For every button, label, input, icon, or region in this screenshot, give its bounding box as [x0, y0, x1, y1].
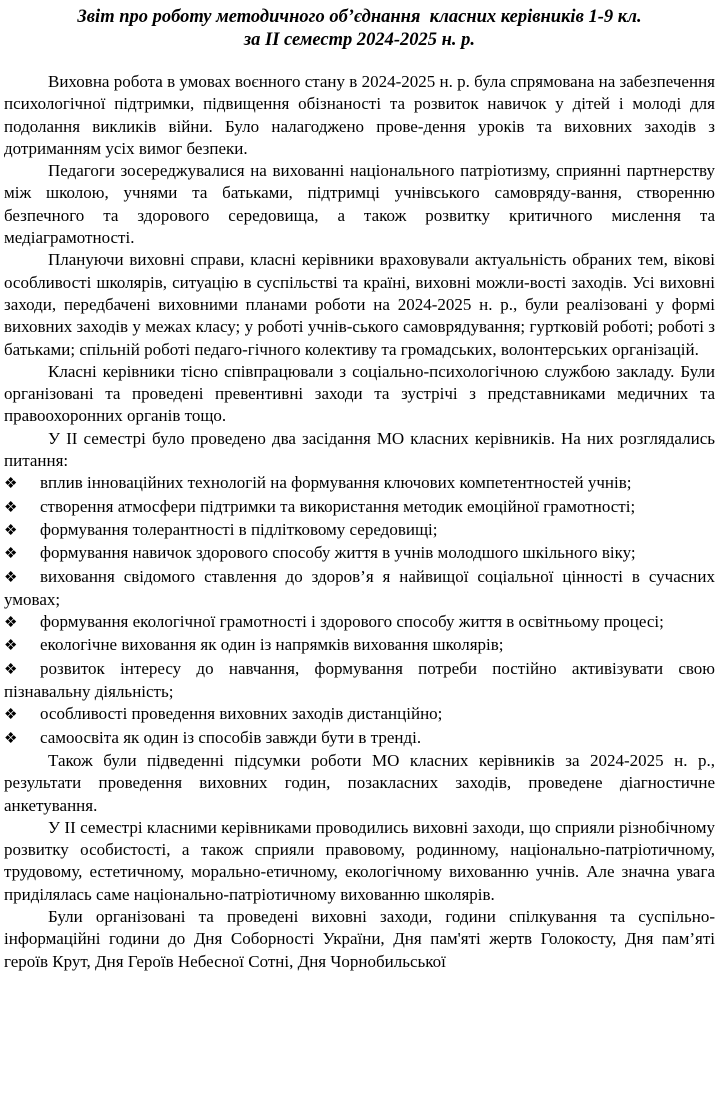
bullet-diamond-icon: ❖	[4, 707, 18, 724]
paragraph: Виховна робота в умовах воєнного стану в 2024-2025 н. р. була спрямована на забезпечення психологічної підтримки, підвищення обізнаності та розвиток навичок у дітей і молоді для подолання викликів війни. Було налагоджено прове-дення уроків та виховних заходів з дотриманням усіх вимог безпеки.	[4, 72, 715, 158]
list-item-text: самоосвіта як один із способів завжди бути в тренді.	[40, 727, 422, 747]
paragraph: Були організовані та проведені виховні заходи, години спілкування та суспільно-інформаційні години до Дня Соборності України, Дня пам'яті жертв Голокосту, Дня пам’яті героїв Крут, Дня Героїв Небесної Сотні, Дня Чорнобильської	[4, 906, 715, 971]
list-item-text: формування навичок здорового способу життя в учнів молодшого шкільного віку;	[40, 543, 636, 563]
list-item-text: виховання свідомого ставлення до здоров’я я найвищої соціальної цінності в сучасних умовах;	[4, 566, 715, 609]
bullet-diamond-icon: ❖	[4, 615, 18, 632]
list-item	[4, 496, 715, 519]
list-item	[4, 634, 715, 657]
list-item	[4, 658, 715, 704]
document-title-line-2: за ІІ семестр 2024-2025 н. р.	[243, 30, 476, 50]
list-item	[4, 566, 715, 612]
bullet-diamond-icon: ❖	[4, 546, 18, 563]
document-body	[4, 71, 715, 973]
list-item	[4, 727, 715, 750]
list-item-text: екологічне виховання як один із напрямків виховання школярів;	[40, 635, 504, 655]
paragraph: Класні керівники тісно співпрацювали з соціально-психологічною службою закладу. Були організовані та проведені превентивні заходи та зустрічі з представниками медичних та правоохоронних органів тощо.	[4, 361, 715, 426]
list-item	[4, 519, 715, 542]
list-item-text: особливості проведення виховних заходів дистанційно;	[40, 704, 443, 724]
list-item-text: формування толерантності в підлітковому середовищі;	[40, 519, 438, 539]
paragraph: Також були підведенні підсумки роботи МО класних керівників за 2024-2025 н. р., результати проведення виховних годин, позакласних заходів, проведене діагностичне анкетування.	[4, 750, 715, 815]
bullet-diamond-icon: ❖	[4, 476, 18, 493]
paragraph: У ІІ семестрі класними керівниками проводились виховні заходи, що сприяли різнобічному розвитку особистості, а також сприяли правовому, родинному, національно-патріотичному, трудовому, естетичному, морально-етичному, екологічному вихованню учнів. Але значна увага приділялась саме національно-патріотичному вихованню школярів.	[4, 817, 715, 904]
paragraph: Плануючи виховні справи, класні керівники враховували актуальність обраних тем, вікові особливості школярів, ситуацію в суспільстві та країні, виховні можли-вості заходів. Усі виховні заходи, передбачені виховними планами роботи на 2024-2025 н. р., були реалізовані у формі виховних заходів у межах класу; у роботі учнів-ського самоврядування; гуртковій роботі; роботі з батьками; спільній роботі педаго-гічного колективу та громадських, волонтерських організацій.	[4, 250, 715, 359]
list-item	[4, 472, 715, 495]
list-item	[4, 542, 715, 565]
bullet-diamond-icon: ❖	[4, 638, 18, 655]
bullet-diamond-icon: ❖	[4, 569, 18, 586]
list-item-text: розвиток інтересу до навчання, формування потреби постійно активізувати свою пізнавальну діяльність;	[4, 658, 715, 702]
bullet-diamond-icon: ❖	[4, 499, 18, 516]
list-item	[4, 703, 715, 726]
list-item-text: вплив інноваційних технологій на формування ключових компетентностей учнів;	[40, 473, 632, 493]
document-title-line-1: Звіт про роботу методичного об’єднання класних керівників 1-9 кл.	[77, 7, 642, 27]
document-title	[4, 6, 715, 52]
paragraph: Педагоги зосереджувалися на вихованні національного патріотизму, сприянні партнерству між школою, учнями та батьками, підтримці учнівського самовряду-вання, створенню безпечного та здорового середовища, а також розвитку критичного мислення та медіаграмотності.	[4, 161, 715, 248]
list-item	[4, 611, 715, 634]
bullet-diamond-icon: ❖	[4, 661, 18, 678]
list-item-text: формування екологічної грамотності і здорового способу життя в освітньому процесі;	[40, 612, 664, 632]
paragraph: У ІІ семестрі було проведено два засідання МО класних керівників. На них розглядались питання:	[4, 428, 715, 471]
list-item-text: створення атмосфери підтримки та використання методик емоційної грамотності;	[40, 496, 636, 516]
bullet-diamond-icon: ❖	[4, 730, 18, 747]
bullet-diamond-icon: ❖	[4, 522, 18, 539]
